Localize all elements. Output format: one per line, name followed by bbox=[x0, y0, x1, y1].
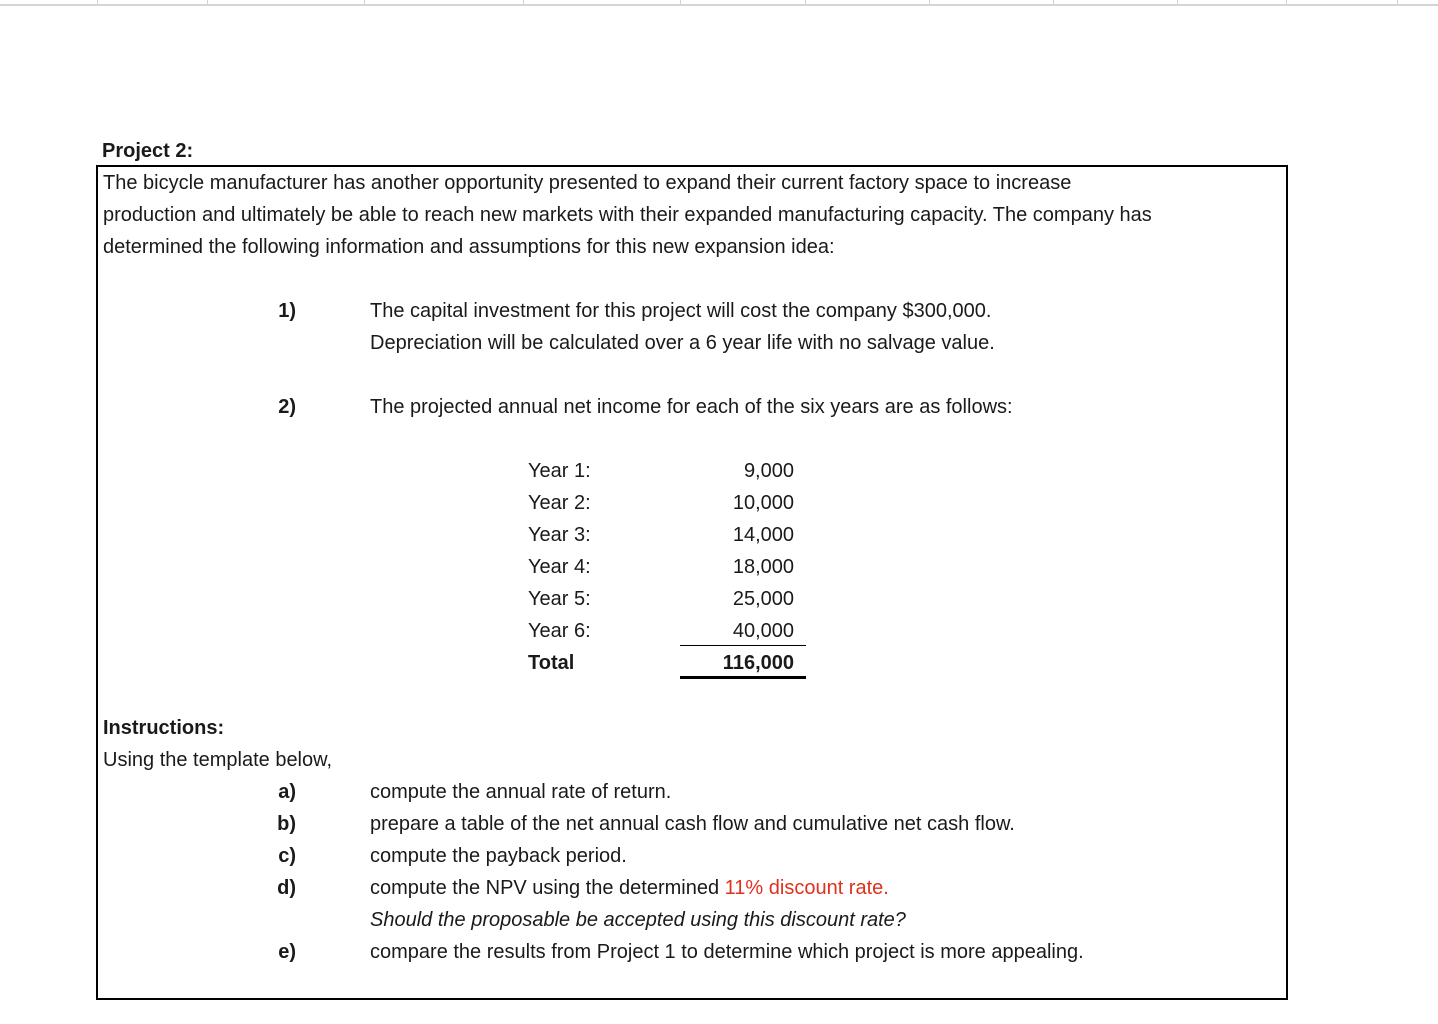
instructions-heading: Instructions: bbox=[103, 717, 225, 739]
income-total-label: Total bbox=[528, 652, 575, 674]
project-title: Project 2: bbox=[102, 140, 194, 162]
instruction-text-d-main: compute the NPV using the determined bbox=[370, 877, 725, 899]
instructions-intro: Using the template below, bbox=[103, 749, 333, 771]
column-divider bbox=[929, 0, 930, 6]
instruction-text-a: compute the annual rate of return. bbox=[370, 781, 672, 803]
description-line-2: production and ultimately be able to reach new markets with their expanded manufacturing capacity. The company has bbox=[103, 204, 1152, 226]
column-divider bbox=[1286, 0, 1287, 6]
subtotal-underline bbox=[680, 645, 806, 646]
instruction-letter-d: d) bbox=[277, 877, 296, 899]
income-row-label: Year 3: bbox=[528, 524, 591, 546]
column-divider bbox=[805, 0, 806, 6]
instruction-d-follow-up: Should the proposable be accepted using this discount rate? bbox=[370, 909, 906, 931]
assumption-1-line-2: Depreciation will be calculated over a 6 year life with no salvage value. bbox=[370, 332, 995, 354]
income-row-label: Year 2: bbox=[528, 492, 591, 514]
assumption-number-1: 1) bbox=[278, 300, 296, 322]
total-double-underline bbox=[680, 676, 806, 679]
description-line-3: determined the following information and assumptions for this new expansion idea: bbox=[103, 236, 835, 258]
instructions-left-border bbox=[96, 714, 98, 776]
assumption-2-line-1: The projected annual net income for each of the six years are as follows: bbox=[370, 396, 1013, 418]
income-total-value: 116,000 bbox=[722, 652, 794, 674]
income-row-value: 10,000 bbox=[732, 492, 794, 514]
column-divider bbox=[1177, 0, 1178, 6]
column-divider bbox=[207, 0, 208, 6]
income-row-value: 14,000 bbox=[732, 524, 794, 546]
income-row-label: Year 1: bbox=[528, 460, 591, 482]
instruction-text-e: compare the results from Project 1 to determine which project is more appealing. bbox=[370, 941, 1084, 963]
column-divider bbox=[97, 0, 98, 6]
column-divider bbox=[523, 0, 524, 6]
income-row-value: 25,000 bbox=[732, 588, 794, 610]
income-row-value: 18,000 bbox=[732, 556, 794, 578]
column-divider bbox=[364, 0, 365, 6]
description-line-1: The bicycle manufacturer has another opportunity presented to expand their current factory space to increase bbox=[103, 172, 1072, 194]
income-row-label: Year 6: bbox=[528, 620, 591, 642]
instruction-letter-a: a) bbox=[278, 781, 296, 803]
instruction-letter-c: c) bbox=[278, 845, 296, 867]
instruction-letter-b: b) bbox=[277, 813, 296, 835]
instruction-letter-e: e) bbox=[278, 941, 296, 963]
instruction-text-b: prepare a table of the net annual cash flow and cumulative net cash flow. bbox=[370, 813, 1015, 835]
assumption-number-2: 2) bbox=[278, 396, 296, 418]
column-divider bbox=[680, 0, 681, 6]
discount-rate-highlight: 11% discount rate. bbox=[724, 877, 889, 899]
income-row-label: Year 5: bbox=[528, 588, 591, 610]
instruction-text-d bbox=[370, 876, 889, 900]
instruction-text-c: compute the payback period. bbox=[370, 845, 627, 867]
income-row-value: 9,000 bbox=[743, 460, 794, 482]
column-divider bbox=[1053, 0, 1054, 6]
column-divider bbox=[1397, 0, 1398, 6]
income-row-value: 40,000 bbox=[732, 620, 794, 642]
assumption-1-line-1: The capital investment for this project will cost the company $300,000. bbox=[370, 300, 992, 322]
income-row-label: Year 4: bbox=[528, 556, 591, 578]
sheet-column-header-edge bbox=[0, 0, 1438, 6]
project-description-box bbox=[96, 165, 1288, 1000]
